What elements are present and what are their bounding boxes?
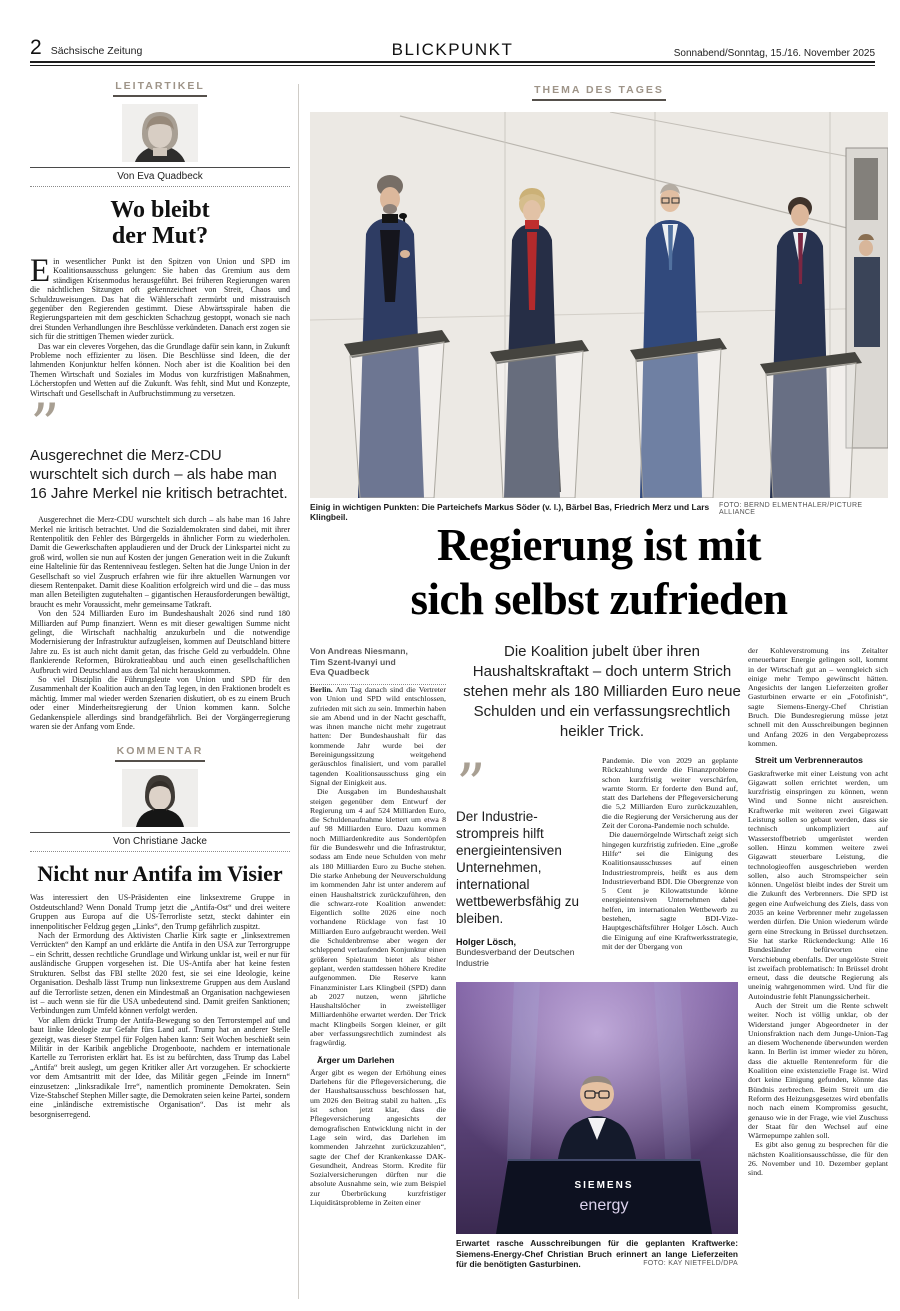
photo2-credit: FOTO: KAY NIETFELD/DPA [643,1260,738,1267]
opinion-column [30,80,290,1119]
author-portrait-eva-quadbeck [122,104,198,162]
kommentar-kicker: KOMMENTAR [30,745,290,762]
quote-author: Holger Lösch, [456,937,517,947]
subhead-aerger-um-darlehen: Ärger um Darlehen [317,1054,395,1065]
drop-cap: E [30,253,51,289]
thema-des-tages-article [310,80,888,1311]
quote-author-role: Bundesverband der Deutschen Industrie [456,947,575,968]
photo-credit: FOTO: BERND ELMENTHALER/PICTURE ALLIANCE [719,502,863,516]
column-divider [298,84,299,1299]
article-byline: Von Andreas Niesmann, Tim Szent-Ivanyi und Eva Quadbeck [310,646,446,685]
energy-logo-text: energy [579,1197,629,1214]
pull-quote: ” Ausgerechnet die Merz-CDU wurschtelt sich durch – als habe man 16 Jahre Merkel nie kritisch betrachtet. [30,410,290,503]
siemens-logo-text: SIEMENS [574,1180,634,1191]
page-number: 2 [30,36,42,59]
quote-icon: ” [456,751,486,819]
kommentar-title: Nicht nur Antifa im Visier [37,861,283,887]
header-rule-thin [30,65,875,66]
standfirst: Die Koalition jubelt über ihren Haushaltskraftakt – doch unterm Strich stehen mehr als 180 Milliarden Euro neue Schulden und ein verfassungsrechtlich heikler Trick. [463,643,741,740]
page-header [30,36,875,62]
press-conference-photo [310,112,888,498]
kommentar-body: Was interessiert den US-Präsidenten eine linksextreme Gruppe in Ostdeutschland? Wenn Donald Trump jetzt die „Antifa-Ost“ und drei weitere Gruppen aus Europa auf die US-Terrorliste setzt, steckt dahinter ein innenpolitischer Feldzug gegen „Links“, den Trump gefährlich zuspitzt. Nach der Ermordung des Aktivisten Charlie Kirk sagte er „linksextremen Verrückten“ den Kampf an und erklärte die Antifa in den USA zur Terrorgruppe – ein Schritt, dessen rechtliche Grundlage und Wirkung unklar ist, weil er nur für ausländische Gruppen vorgesehen ist. Die US-Antifa aber hat keine festen Strukturen. Selbst das FBI stellte 2020 fest, sie sei eine Ideologie, keine Organisation. Deshalb lässt Trump nun linksextreme Gruppen aus dem Ausland auf die Terrorliste setzen, denen ein Mindestmaß an Organisation nachgewiesen ist – auch wenn sie für die USA unbedeutend sind. Damit greifen Sanktionen; Verbindungen zum Umfeld können verfolgt werden. Vor allem drückt Trump der Antifa-Bewegung so den Terrorstempel auf und baut linke Ideologie zur Gefahr fürs Land auf. Trump hat an anderer Stelle gezeigt, was dieser Stempel für Folgen haben kann: Seit Wochen beschießt sein Militär in der Karibik angebliche Drogenboote, nachdem er internationale Kartelle zu Terroristen erklärt hat. Es ist zu befürchten, dass Trump das Label „Antifa“ breit auslegt, um gegen Kritiker aller Art vorzugehen. Er schockierte vor dem Amtsantritt mit der Idee, das Militär gegen „Feinde im Innern“ einzusetzen: „linksradikale Irre“, namentlich prominente Demokraten. Sein Vize-Stabschef Stephen Miller sagte, die Demokraten seien keine Partei, sondern eine „inländische extremistische Organisation“. Das ist mehr als besorgniserregend. [30,893,290,1119]
photo-caption: Einig in wichtigen Punkten: Die Parteichefs Markus Söder (v. l.), Bärbel Bas, Friedrich Merz und Lars Klingbeil. [310,502,710,522]
article-column-3: Pandemie. Die von 2029 an geplante Rückzahlung werde die Finanzprobleme schon kurzfristig weiter verschärfen, warnte Storm. Er forderte den Bund auf, statt des Darlehens der Pflegeversicherung die 5,2 Milliarden Euro zurückzuzahlen, die die Regierung der Versicherung aus der Zeit der Corona-Pandemie noch schulde. Die dauernörgelnde Wirtschaft zeigt sich hingegen kurzfristig zufrieden. Eine „große Hilfe“ sei die Einigung des Koalitionsausschusses auf einen Industriestrompreis, heißt es aus dem Industrieverband BDI. Die Obergrenze von 5 Cent je Kilowattstunde könne energieintensiven Unternehmen dabei helfen, im internationalen Wettbewerb zu bestehen, sagte BDI-Vize-Hauptgeschäftsführer Holger Lösch. Auch die Einigung auf eine Kraftwerksstrategie, mit der der Übergang von [602,756,738,951]
author-byline: Von Christiane Jacke [30,832,290,852]
leitartikel-body: Ein wesentlicher Punkt ist den Spitzen von Union und SPD im Koalitionsausschuss gelungen: Sie haben das Gremium aus dem ständigen Krisenmodus herausgeführt. Bei früheren Regierungen waren die nächtlichen Sitzungen oft gekennzeichnet von Streit, Chaos und Schuldzuweisungen. Das hat die Wählerschaft zermürbt und misstrauisch gegenüber den Regierenden gestimmt. Diese Abwärtsspirale haben die Regierungsparteien mit dem geschickten Schachzug gestoppt, wonach sie nach drei Stunden Verhandlungen ihre Beschlüsse verkündeten. Danach erst zogen sie sich für die strittigen Themen wieder zurück. Das war ein cleveres Vorgehen, das die Grundlage dafür sein kann, in Zukunft Probleme noch effizienter zu lösen. Die Beschlüsse sind Ideen, die der lahmenden Konjunktur helfen können. Noch aber ist die Koalition bei den Themen Wirtschaft und Soziales im Modus von kurzfristigen Maßnahmen, Löcherstopfen und Wetten auf die Zukunft. Was fehlt, sind Mut und Konzepte, Wirtschaft und Gesellschaft in Aufbruchstimmung zu versetzen. [30,253,290,398]
christian-bruch-photo [456,982,738,1234]
author-portrait-christiane-jacke [122,769,198,827]
main-headline: Regierung ist mit sich selbst zufrieden [410,520,788,624]
section-title: BLICKPUNKT [391,40,514,59]
leitartikel-kicker: LEITARTIKEL [30,80,290,97]
thema-kicker: THEMA DES TAGES [310,84,888,101]
article-column-1: Berlin. Am Tag danach sind die Vertreter von Union und SPD wild entschlossen, zufrieden mit sich zu sein. Immerhin haben sie am Abend und in der Nacht geschafft, was ihnen manche nicht mehr zugetraut hatten: Der Bundeshaushalt für das kommende Jahr wurde bei der Bereinigungssitzung weitgehend geräuschlos finalisiert, und vom parallel tagenden Koalitionsausschuss ging ein Signal der Einigkeit aus. Die Ausgaben im Bundeshaushalt steigen gegenüber dem Entwurf der Regierung um 4 auf 524 Milliarden Euro, die Schuldenaufnahme klettert um etwa 8 auf 98 Milliarden Euro. Dazu kommen noch Milliardenkredite aus Sondertöpfen für die Bundeswehr und die Infrastruktur, sodass am Ende neue Schulden von mehr als 180 Milliarden Euro zu Buche stehen. Die starke Anhebung der Neuverschuldung im kommenden Jahr ist unter anderem auf einen Haushaltstrick zurückzuführen, den die schwarz-rote Koalition anwendet: Eigentlich sollte 2026 eine noch vorhandene Rücklage von fast 10 Milliarden Euro aufgebraucht werden. Weil die Schuldenbremse aber wegen der schleppend verlaufenden Konjunktur einen größeren Spielraum bietet als bisher geplant, werden stattdessen höhere Kredite aufgenommen. Die Reserve kann Finanzminister Lars Klingbeil (SPD) dann ab 2027 nutzen, wenn jährliche Haushaltslöcher in zweistelliger Milliardenhöhe erwartet werden. Der Trick macht Klingbeils Sorgen kleiner, er gilt aber verfassungsrechtlich zumindest als fragwürdig. Ärger um Darlehen Ärger gibt es wegen der Erhöhung eines Darlehens für die Pflegeversicherung, die der Haushaltsausschuss beschlossen hat, um 2026 den Beitrag stabil zu halten. „Es ist schon jetzt klar, dass die Pflegeversicherung angesichts der demografischen Entwicklung nicht in der Lage sein wird, das Darlehen im kommenden Jahrzehnt zurückzuzahlen“, sagte der Chef der Krankenkasse DAK-Gesundheit, Andreas Storm. Kredite für Sozialversicherungen dürften nur die absolute Ausnahme sein, wie zum Beispiel zur Überbrückung kurzfristiger Liquiditätsprobleme in Zeiten einer [310,685,446,1208]
header-rule [30,61,875,63]
paper-name: Sächsische Zeitung [50,45,143,57]
quote-block: ” Der Industriestrompreis hilft energieintensiven Unternehmen, international wettbewerbsfähig zu bleiben. Holger Lösch, Bundesverband der Deutschen Industrie [456,770,590,968]
article-column-4: der Kohleverstromung ins Zeitalter erneuerbarer Energie gelingen soll, kommt in der Wirtschaft gut an – wenngleich sich einige mehr Tempo gewünscht hätten. Angesichts der langen Lieferzeiten großer Gasturbinen erwarte er ein „Fotofinish“, sagte Siemens-Energy-Chef Christian Bruch. Die Bundesregierung müsse jetzt schnell mit den Ausschreibungen beginnen und Anfang 2026 in den Vergabeprozess kommen. Streit um Verbrennerautos Gaskraftwerke mit einer Leistung von acht Gigawatt sollen errichtet werden, um kurzfristig einspringen zu können, wenn Wind und Sonne nicht ausreichen. Kraftwerke mit weiteren zwei Gigawatt Leistung sollen so gebaut werden, dass sie technisch unkompliziert auf Wasserstoffbetrieb umgerüstet werden sollen. Hinzu kommen weitere zwei Gigawatt steuerbare Leistung, die technologieoffen ausgeschrieben werden sollen, also auch Stromspeicher sein können. Ungelöst bleibt indes der Streit um die Zukunft des Verbrenners. Die SPD ist gegen eine Aufweichung des Ziels, dass von 2035 an keine Verbrenner mehr zugelassen werden dürfen. Die Union wiederum würde gern eine Streckung in Brüssel durchsetzen. Sie hat starke Rückendeckung: Alle 16 Bundesländer befürworten eine Verschiebung ebenfalls. Der ungelöste Streit ist zweifach problematisch: In Brüssel droht erneut, dass die deutsche Regierung als uneinig wahrgenommen wird. Und für die Autoindustrie fehlt Planungssicherheit. Auch der Streit um die Rente schwelt weiter. Noch ist völlig unklar, ob der Widerstand junger Abgeordneter in der Unionsfraktion nach dem Junge-Union-Tag an diesem Wochenende überwunden werden kann. In Berlin ist immer wieder zu hören, dass die aktuelle Rentenreform für die Koalition eine existenzielle Frage ist. Wird dort keine Einigung gefunden, könnte das Bündnis zerbrechen. Beim Streit um die Reform des Heizungsgesetzes wird ebenfalls noch nach einem Kompromiss gesucht, genauso wie in der Frage, wie viel Zuschuss der Staat für den Wechsel auf eine Wärmepumpe zahlen soll. Es gibt also genug zu besprechen für die nächsten Koalitionsausschüsse, die für den 26. November und 10. Dezember geplant sind. [748,646,888,1178]
leitartikel-title: Wo bleibt der Mut? [110,197,210,249]
photo2-caption: Erwartet rasche Ausschreibungen für die geplanten Kraftwerke: Siemens-Energy-Chef Christian Bruch erinnert an lange Lieferzeiten für die benötigten Gasturbinen. FOTO: KAY NIETFELD/DPA [456,1238,738,1269]
subhead-streit-um-verbrennerautos: Streit um Verbrennerautos [755,755,863,766]
quote-icon: ” [30,391,60,460]
dateline: Berlin. [310,685,333,694]
issue-date: Sonnabend/Sonntag, 15./16. November 2025 [673,48,875,59]
leitartikel-body-continued: Ausgerechnet die Merz-CDU wurschtelt sich durch – als habe man 16 Jahre Merkel nie kritisch betrachtet. Und die Sozialdemokraten sind dabei, mit ihrer Rentenpolitik den Fehler des Bürgergelds in ähnlicher Form zu wiederholen. Damit die Gewerkschaften applaudieren und der Druck der Linkspartei nicht zu groß wird, wollen sie nun auf Kosten der jungen Generation weit in die Zukunft eine Haltelinie für das Rentenniveau festlegen. Selten hat die Junge Union in der Gesellschaft so viel Zuspruch erfahren wie für ihre aktuellen Warnungen vor diesem Rentenpaket. Damit diese Koalition erfolgreich wird und die – das muss man allen Beteiligten zugutehalten – gigantischen Herausforderungen bewältigt, braucht es mehr Voraussicht, mehr gemeinsame Tatkraft. Von den 524 Milliarden Euro im Bundeshaushalt 2026 sind rund 180 Milliarden auf Pump finanziert. Wenn es mit dieser gewaltigen Summe nicht gelingt, die Wirtschaft nachhaltig anzukurbeln und die notwendige Modernisierung der Infrastruktur aufzugleisen, kommen auf Deutschland bittere Jahre zu. Es ist auch nicht damit getan, das frische Geld zu verbuddeln. Ohne flankierende Reformen, Bürokratieabbau und auch einen gesellschaftlichen Aufbruch wird Deutschland aus dem Tal nicht herauskommen. So viel Disziplin die Führungsleute von Union und SPD für den Zusammenhalt der Koalition auch an den Tag legen, in den Fraktionen brodelt es mächtig. Immer mal wieder werden Szenarien diskutiert, ob es zu einem Bruch oder einer Minderheitsregierung der Union kommen kann. Solche Gedankenspiele allerdings sind brandgefährlich. Bei der Vorgängerregierung waren sie der Anfang vom Ende. [30,515,290,732]
author-byline: Von Eva Quadbeck [30,167,290,187]
